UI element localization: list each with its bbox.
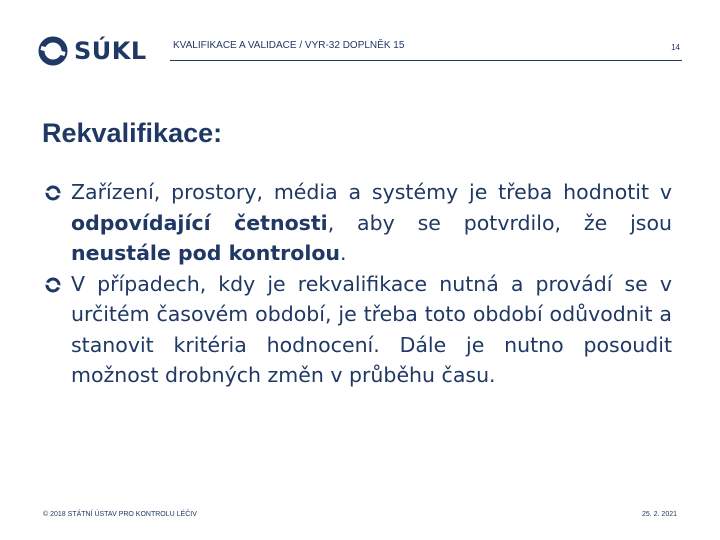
page-number: 14: [671, 43, 680, 52]
bullet-bold-text: odpovídající četnosti: [71, 210, 328, 235]
bullet-item: [42, 269, 672, 391]
header-divider: [170, 60, 682, 61]
footer-copyright: © 2018 STÁTNÍ ÚSTAV PRO KONTROLU LÉČIV: [43, 511, 197, 518]
bullet-text-part: .: [340, 241, 347, 265]
bullet-text: V případech, kdy je rekvalifikace nutná a provádí se v určitém časovém období, je třeba toto období odůvodnit a stanovit kritéria hodnocení. Dále je nutno posoudit možnost drobných změn v průběhu času.: [71, 271, 672, 387]
bullet-bold-text: neustále pod kontrolou: [71, 241, 341, 265]
bullet-icon: [42, 185, 64, 201]
sukl-logo: [38, 34, 147, 68]
footer-date: 25. 2. 2021: [641, 511, 677, 518]
sukl-logo-icon: [38, 36, 68, 66]
slide-title: Rekvalifikace:: [42, 118, 223, 148]
logo-text: SÚKL: [74, 37, 147, 65]
bullet-text-part: , aby se potvrdilo, že jsou: [327, 210, 672, 235]
bullet-list: [42, 177, 672, 391]
bullet-text-part: Zařízení, prostory, média a systémy je třeba hodnotit v: [71, 180, 672, 204]
bullet-item: [42, 177, 672, 269]
header-title: KVALIFIKACE A VALIDACE / VYR-32 DOPLNĚK 15: [173, 40, 405, 51]
bullet-icon: [42, 277, 64, 293]
